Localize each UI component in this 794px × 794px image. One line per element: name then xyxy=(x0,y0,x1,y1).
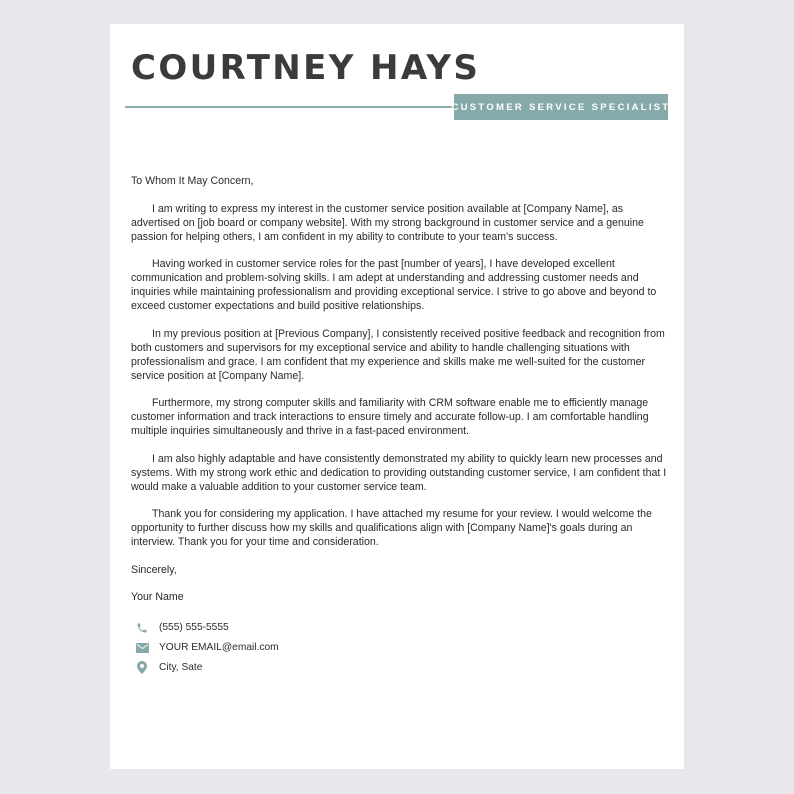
contact-list xyxy=(131,618,671,678)
paragraph-experience: Having worked in customer service roles for the past [number of years], I have developed excellent communication and problem-solving skills. I am adept at understanding and addressing customer needs and inquiries while maintaining professionalism and providing exceptional service. I strive to go above and beyond to exceed customer expectations and build positive relationships. xyxy=(131,258,657,312)
city-state: City, Sate xyxy=(159,661,203,673)
location-pin-icon xyxy=(135,661,149,675)
paragraph-computer-skills: Furthermore, my strong computer skills and familiarity with CRM software enable me to efficiently manage customer information and track interactions to ensure timely and accurate follow-up. I am comfortable handling multiple inquiries simultaneously and thrive in a fast-paced environment. xyxy=(131,397,649,437)
contact-location xyxy=(131,658,671,678)
signer-name: Your Name xyxy=(131,591,184,603)
phone-icon xyxy=(135,621,149,635)
salutation: To Whom It May Concern, xyxy=(131,175,254,187)
email-address: YOUR EMAIL@email.com xyxy=(159,641,279,653)
letter-body xyxy=(131,174,671,678)
paragraph-thank-you: Thank you for considering my application. I have attached my resume for your review. I would welcome the opportunity to further discuss how my skills and qualifications align with [Company Name]'s goals during an interview. Thank you for your time and consideration. xyxy=(131,508,652,548)
contact-phone xyxy=(131,618,671,638)
cover-letter-page xyxy=(110,24,684,769)
paragraph-adaptability: I am also highly adaptable and have consistently demonstrated my ability to quickly learn new processes and systems. With my strong work ethic and dedication to providing outstanding customer service, I am confident that I would make a valuable addition to your customer service team. xyxy=(131,452,667,493)
contact-email xyxy=(131,638,671,658)
header-divider xyxy=(125,106,455,108)
paragraph-intro: I am writing to express my interest in the customer service position available at [Company Name], as advertised on [job board or company website]. With my strong background in customer service and a genuine passion for helping others, I am confident in my ability to contribute to your team's success. xyxy=(131,202,644,243)
job-title-badge: CUSTOMER SERVICE SPECIALIST xyxy=(454,94,668,120)
email-icon xyxy=(135,641,149,655)
phone-number: (555) 555-5555 xyxy=(159,621,229,633)
applicant-name: COURTNEY HAYS xyxy=(131,48,481,88)
closing: Sincerely, xyxy=(131,563,177,576)
paragraph-previous-position: In my previous position at [Previous Company], I consistently received positive feedback and recognition from both customers and supervisors for my exceptional service and ability to handle challenging situations with professionalism and grace. I am confident that my experience and skills make me well-suited for the customer service position at [Company Name]. xyxy=(131,327,665,382)
